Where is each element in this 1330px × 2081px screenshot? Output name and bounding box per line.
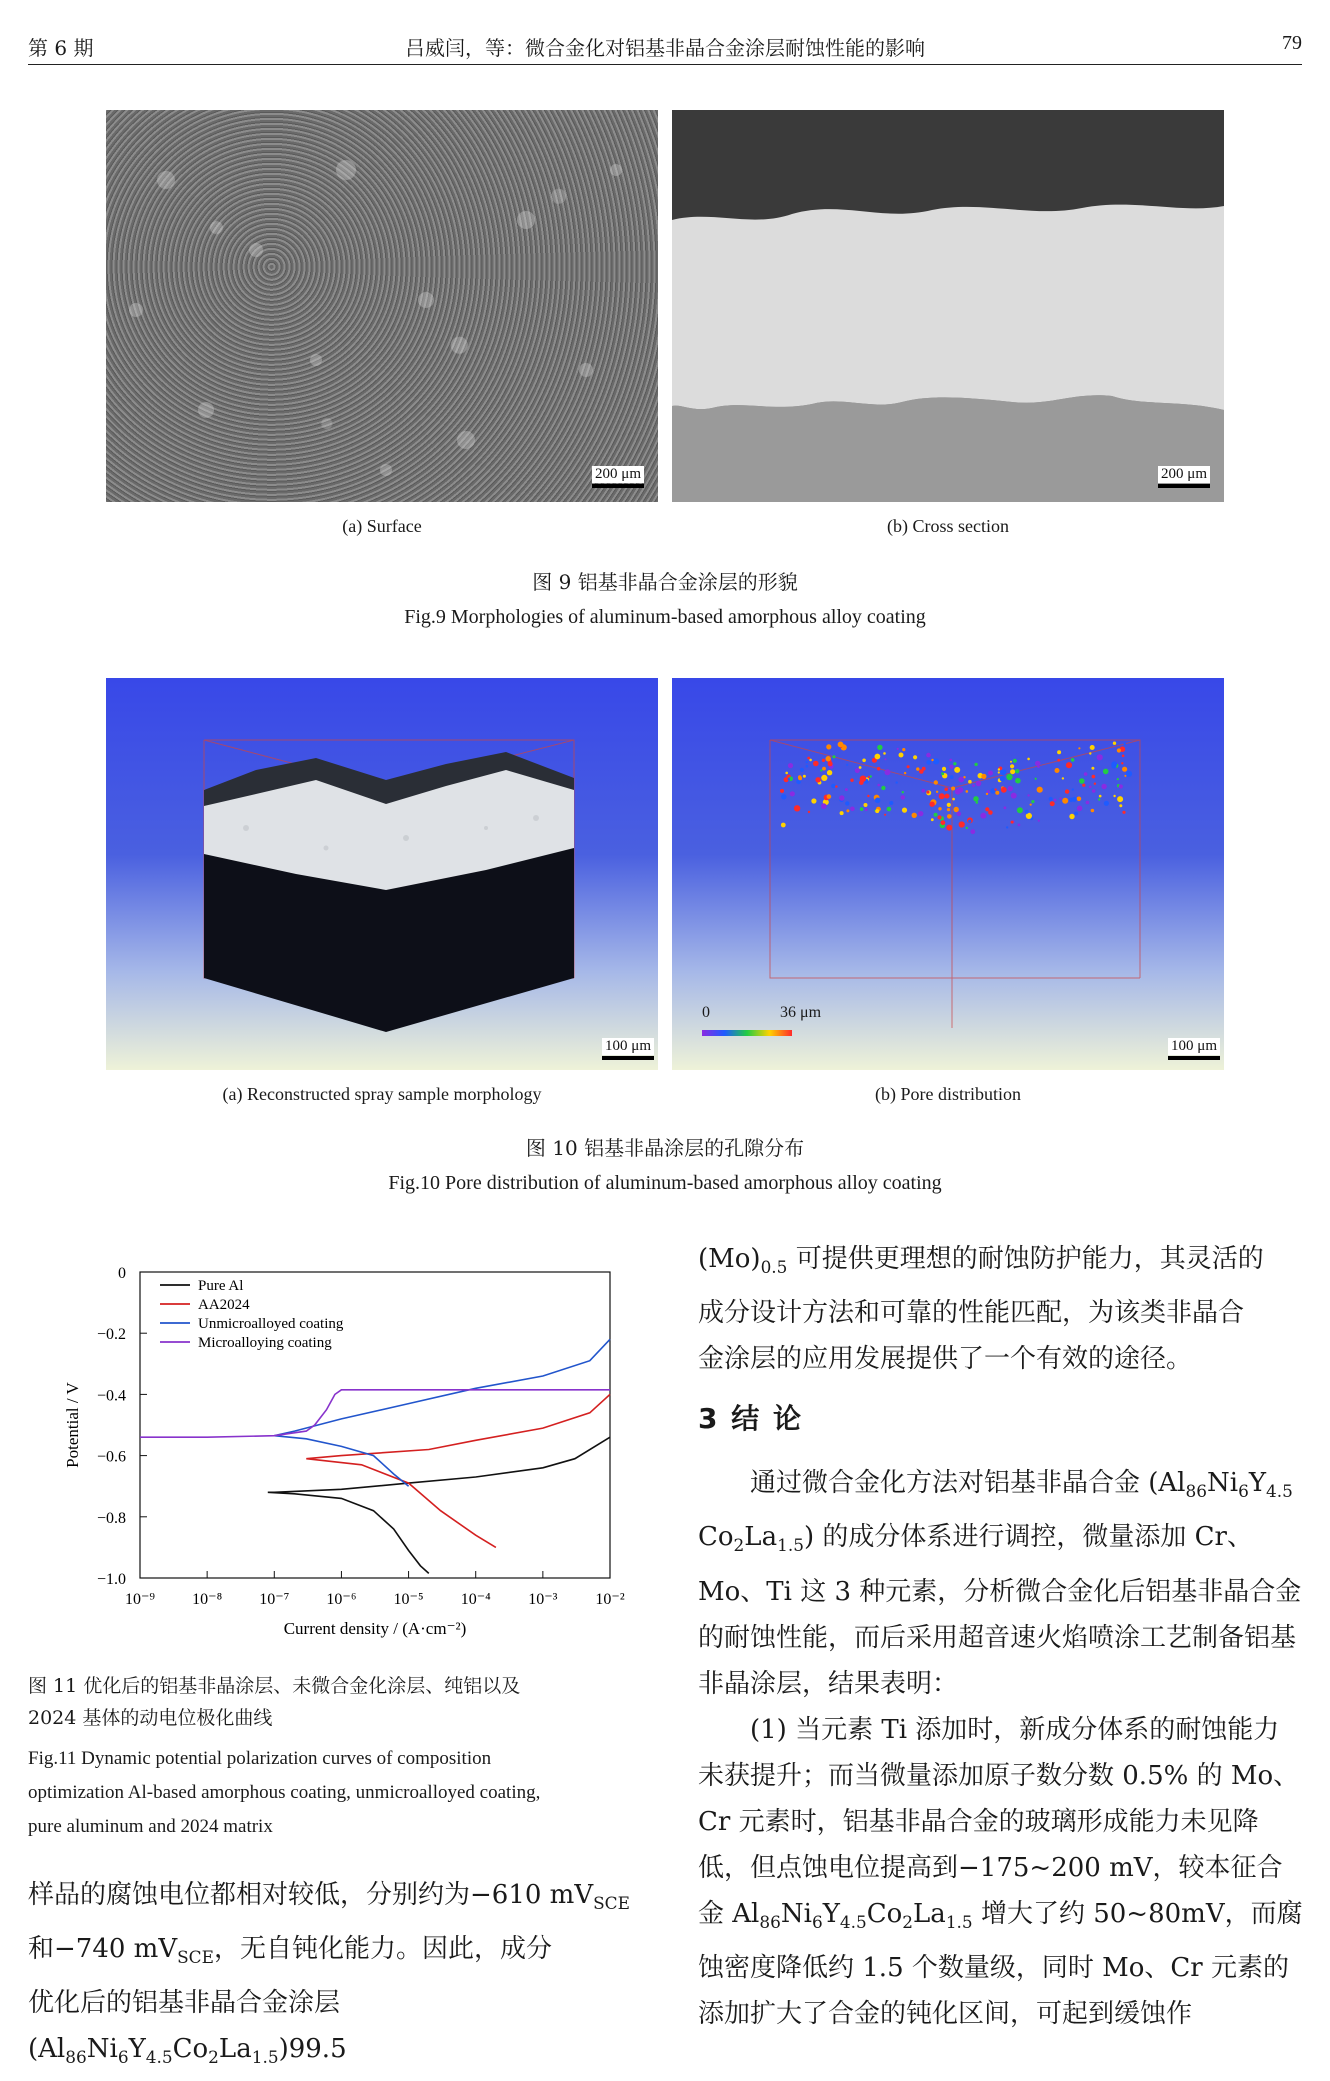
pore-dot bbox=[1035, 761, 1040, 766]
pore-dot bbox=[788, 778, 791, 781]
pore-dot bbox=[1059, 797, 1061, 799]
pore-dot bbox=[958, 777, 964, 783]
pore-dot bbox=[1098, 798, 1100, 800]
pore-dot bbox=[980, 813, 986, 819]
pore-dot bbox=[839, 795, 844, 800]
pore-dot bbox=[827, 794, 832, 799]
pore-dot bbox=[1104, 801, 1109, 806]
pore-dot bbox=[798, 775, 802, 779]
pore-dot bbox=[826, 756, 831, 761]
x-axis-label: Current density / (A·cm⁻²) bbox=[283, 1619, 467, 1638]
pore-dot bbox=[821, 775, 827, 781]
pore-dot bbox=[1054, 799, 1057, 802]
pore-dot bbox=[947, 803, 951, 807]
fig9a-scalebar-label: 200 μm bbox=[592, 466, 644, 483]
pore-dot bbox=[1113, 742, 1116, 745]
pore-dot bbox=[1010, 761, 1012, 763]
pore-dot bbox=[1055, 768, 1060, 773]
pore-dot bbox=[942, 767, 946, 771]
pore-dot bbox=[875, 809, 879, 813]
pore-dot bbox=[1017, 807, 1023, 813]
x-tick-label: 10⁻⁸ bbox=[192, 1591, 223, 1608]
pore-dot bbox=[885, 769, 891, 775]
running-header bbox=[28, 28, 1302, 65]
pore-dot bbox=[1001, 787, 1007, 793]
pore-dot bbox=[1008, 786, 1013, 791]
pore-dot bbox=[1103, 769, 1109, 775]
pore-dot bbox=[845, 788, 848, 791]
pore-dot bbox=[1062, 798, 1068, 804]
pore-dot bbox=[1013, 759, 1017, 763]
pore-legend-max: 36 μm bbox=[780, 1004, 822, 1021]
pore-dot bbox=[899, 753, 904, 758]
pore-dot bbox=[1092, 775, 1096, 779]
pore-dot bbox=[808, 811, 810, 813]
fig11-caption-en bbox=[28, 1742, 648, 1844]
pore-dot bbox=[850, 807, 855, 812]
pore-dot bbox=[931, 759, 933, 761]
pore-dot bbox=[831, 784, 835, 788]
pore-dot bbox=[907, 765, 910, 768]
pore-dot bbox=[860, 807, 864, 811]
body-right-para2: 通过微合金化方法对铝基非晶合金 ($Al_{86}Ni_6Y_{4.5}$ $Co_2La_{1.5}$) 的成分体系进行调控，微量添加 Cr、Mo、Ti 这 3 种元素，分析微合金化后铝基非晶合金的耐蚀性能，而后采用超音速火焰喷涂工艺制备铝基非晶涂层，结果表明： bbox=[698, 1468, 1302, 1699]
pore-dot bbox=[958, 787, 964, 793]
pore-dot bbox=[1050, 801, 1055, 806]
pore-dot bbox=[1072, 797, 1077, 802]
pore-dot bbox=[988, 810, 993, 815]
pore-dot bbox=[988, 771, 993, 776]
pore-dot bbox=[926, 760, 931, 765]
fig10-caption-cn: 图 10 铝基非晶涂层的孔隙分布 bbox=[525, 1136, 805, 1160]
page-number: 79 bbox=[1282, 32, 1302, 54]
pore-dot bbox=[790, 791, 795, 796]
pore-dot bbox=[883, 752, 886, 755]
pore-dot bbox=[877, 745, 882, 750]
pore-dot bbox=[948, 787, 950, 789]
pore-dot bbox=[1018, 824, 1021, 827]
pore-dot bbox=[902, 748, 905, 751]
fig10a-scalebar-label: 100 μm bbox=[602, 1038, 654, 1055]
pore-dot bbox=[828, 761, 833, 766]
pore-dot bbox=[1071, 758, 1075, 762]
pore-dot bbox=[1077, 806, 1083, 812]
pore-dot bbox=[867, 795, 869, 797]
series-line-3 bbox=[140, 1390, 610, 1437]
fig10a-caption: (a) Reconstructed spray sample morphology bbox=[222, 1084, 542, 1104]
fig10a-scalebar-line bbox=[602, 1056, 654, 1060]
pore-dot bbox=[1015, 769, 1019, 773]
pore-dot bbox=[941, 772, 944, 775]
pore-dot bbox=[926, 753, 931, 758]
pore-dot bbox=[1030, 804, 1032, 806]
pore-dot bbox=[835, 785, 837, 787]
pore-dot bbox=[800, 768, 804, 772]
pore-dot bbox=[1062, 777, 1064, 779]
pore-dot bbox=[1000, 776, 1005, 781]
pore-dot bbox=[1121, 762, 1123, 764]
pore-dot bbox=[822, 767, 826, 771]
pore-dot bbox=[912, 813, 917, 818]
pore-dot bbox=[1122, 767, 1127, 772]
pore-dot bbox=[1101, 784, 1106, 789]
pore-dot bbox=[875, 798, 881, 804]
pore-dot bbox=[846, 809, 849, 812]
pore-dot bbox=[865, 808, 868, 811]
body-left-line3: 优化后的铝基非晶合金涂层 $(Al_{86}Ni_6Y_{4.5}Co_2La_{1.5})99.5$ bbox=[28, 1988, 347, 2068]
fig9b-caption: (b) Cross section bbox=[887, 516, 1009, 536]
body-text-left bbox=[28, 1872, 648, 2081]
pore-dot bbox=[1027, 758, 1030, 761]
y-tick-label: −0.4 bbox=[96, 1387, 126, 1405]
pore-dot bbox=[904, 772, 906, 774]
pore-dot bbox=[1057, 759, 1060, 762]
x-tick-label: 10⁻⁷ bbox=[259, 1591, 290, 1608]
pore-dot bbox=[968, 820, 971, 823]
pore-dot bbox=[875, 754, 881, 760]
fig9b-scalebar-line bbox=[1158, 484, 1210, 488]
pore-dot bbox=[913, 755, 917, 759]
pore-dot bbox=[933, 758, 939, 764]
pore-dot bbox=[887, 807, 892, 812]
pore-dot bbox=[821, 803, 827, 809]
series-line-1 bbox=[306, 1394, 610, 1547]
pore-dot bbox=[938, 807, 941, 810]
pore-dot bbox=[870, 775, 872, 777]
pore-dot bbox=[1010, 764, 1014, 768]
pore-dot bbox=[781, 823, 786, 828]
pore-dot bbox=[950, 765, 954, 769]
pore-dot bbox=[981, 774, 986, 779]
pore-dot bbox=[972, 784, 975, 787]
fig9a-scalebar bbox=[592, 466, 644, 488]
pore-dot bbox=[1092, 789, 1096, 793]
pore-dot bbox=[953, 762, 956, 765]
pore-dot bbox=[929, 802, 934, 807]
pore-dot bbox=[794, 805, 800, 811]
pore-dot bbox=[820, 769, 822, 771]
pore-dot bbox=[985, 807, 989, 811]
pore-dot bbox=[947, 808, 950, 811]
pore-dot bbox=[959, 821, 965, 827]
pore-dot bbox=[809, 759, 812, 762]
x-tick-label: 10⁻⁴ bbox=[460, 1591, 491, 1608]
pore-dot bbox=[1038, 820, 1040, 822]
fig9a-scalebar-line bbox=[592, 484, 644, 488]
pore-dot bbox=[966, 827, 968, 829]
y-tick-label: −0.8 bbox=[96, 1509, 126, 1527]
pore-dot bbox=[877, 784, 880, 787]
pore-dot bbox=[884, 758, 886, 760]
pore-dot bbox=[931, 818, 934, 821]
body-right-para3: (1) 当元素 Ti 添加时，新成分体系的耐蚀能力未获提升；而当微量添加原子数分数 0.5% 的 Mo、Cr 元素时，铝基非晶合金的玻璃形成能力未见降低，但点蚀电位提高到−175~200 mV，较本征合金 $Al_{86}Ni_6Y_{4.5}Co_2La_{1.5}$ 增大了约 50~80mV，而腐蚀密度降低约 1.5 个数量级，同时 Mo、Cr 元素的添加扩大了合金的钝化区间，可起到缓蚀作 bbox=[698, 1714, 1303, 2029]
fig11-polarization-chart bbox=[30, 1240, 650, 1670]
fig10-pore-distribution-image bbox=[672, 678, 1224, 1070]
pore-dot bbox=[811, 798, 816, 803]
fig9-surface-image bbox=[106, 110, 658, 502]
pore-dot bbox=[1089, 786, 1092, 789]
pore-dot bbox=[1084, 772, 1088, 776]
pore-dot bbox=[1091, 767, 1094, 770]
pore-dot bbox=[1089, 752, 1091, 754]
pore-dot bbox=[840, 811, 844, 815]
pore-dot bbox=[926, 791, 929, 794]
pore-dot bbox=[1077, 797, 1082, 802]
pore-dot bbox=[1082, 784, 1085, 787]
pore-dot bbox=[788, 763, 793, 768]
pore-dot bbox=[901, 795, 905, 799]
pore-dot bbox=[919, 769, 924, 774]
pore-dot bbox=[957, 812, 962, 817]
pore-dot bbox=[947, 814, 952, 819]
pore-dot bbox=[1037, 787, 1043, 793]
pore-dot bbox=[806, 761, 808, 763]
body-left-line2: 和−740 $mV_{SCE}$，无自钝化能力。因此，成分 bbox=[28, 1934, 552, 1968]
pore-dot bbox=[1010, 769, 1015, 774]
pore-dot bbox=[813, 761, 819, 767]
pore-dot bbox=[952, 798, 955, 801]
pore-dot bbox=[1090, 745, 1095, 750]
pore-dot bbox=[859, 766, 862, 769]
pore-dot bbox=[1049, 797, 1053, 801]
pore-dot bbox=[1004, 806, 1007, 809]
pore-dot bbox=[970, 829, 975, 834]
fig9-caption-en: Fig.9 Morphologies of aluminum-based amorphous alloy coating bbox=[404, 606, 926, 628]
pore-dot bbox=[1035, 778, 1037, 780]
pore-dot bbox=[1066, 762, 1072, 768]
section-heading-conclusion: 3 结 论 bbox=[698, 1402, 803, 1436]
pore-dot bbox=[902, 808, 907, 813]
pore-dot bbox=[968, 780, 972, 784]
x-tick-label: 10⁻⁹ bbox=[124, 1591, 156, 1608]
legend-label-2: Unmicroalloyed coating bbox=[198, 1316, 344, 1332]
pore-dot bbox=[1122, 811, 1125, 814]
pore-dot bbox=[1111, 764, 1116, 769]
pore-dot bbox=[974, 763, 977, 766]
pore-dot bbox=[922, 789, 926, 793]
pore-dot bbox=[1011, 821, 1014, 824]
running-title: 吕威闫，等：微合金化对铝基非晶合金涂层耐蚀性能的影响 bbox=[405, 36, 925, 60]
pore-dot bbox=[884, 814, 886, 816]
x-tick-label: 10⁻⁵ bbox=[393, 1591, 424, 1608]
pore-dot bbox=[822, 759, 825, 762]
pore-dot bbox=[1113, 795, 1115, 797]
pore-dot bbox=[1078, 747, 1080, 749]
pore-dot bbox=[916, 767, 919, 770]
pore-dot bbox=[954, 767, 960, 773]
pore-dot bbox=[862, 759, 866, 763]
pore-dot bbox=[934, 780, 938, 784]
pore-dot bbox=[897, 748, 899, 750]
pore-dot bbox=[1079, 778, 1085, 784]
pore-dot bbox=[1015, 778, 1021, 784]
pore-dot bbox=[815, 777, 820, 782]
pore-dot bbox=[949, 759, 952, 762]
body-text-right bbox=[698, 1236, 1304, 2037]
pore-legend-min: 0 bbox=[702, 1004, 710, 1021]
pore-dot bbox=[889, 801, 893, 805]
pore-dot bbox=[1072, 788, 1074, 790]
fig10b-caption: (b) Pore distribution bbox=[875, 1084, 1021, 1104]
pore-dot bbox=[1000, 769, 1006, 775]
fig11-svg bbox=[30, 1240, 650, 1670]
pore-dot bbox=[1011, 793, 1017, 799]
issue-number: 第 6 期 bbox=[28, 36, 94, 60]
pore-dot bbox=[966, 790, 969, 793]
pore-dot bbox=[944, 788, 948, 792]
pore-dot bbox=[806, 765, 809, 768]
pore-dot bbox=[826, 744, 831, 749]
pore-dot bbox=[995, 791, 999, 795]
pore-dot bbox=[998, 771, 1000, 773]
pore-dot bbox=[986, 793, 988, 795]
y-tick-label: −1.0 bbox=[96, 1571, 126, 1588]
fig11-caption-cn-line2: 2024 基体的动电位极化曲线 bbox=[28, 1707, 273, 1729]
pore-dot bbox=[902, 791, 904, 793]
pore-dot bbox=[1091, 809, 1095, 813]
pore-dot bbox=[896, 781, 898, 783]
legend-label-0: Pure Al bbox=[198, 1278, 244, 1294]
fig10b-scalebar-line bbox=[1168, 1056, 1220, 1060]
pore-dot bbox=[918, 811, 923, 816]
pore-dot bbox=[1057, 750, 1061, 754]
pore-dot bbox=[934, 813, 938, 817]
pore-dot bbox=[1119, 784, 1123, 788]
pore-dot bbox=[950, 775, 954, 779]
y-axis-label: Potential / V bbox=[63, 1382, 82, 1468]
pore-dot bbox=[1025, 810, 1029, 814]
pore-dot bbox=[1074, 812, 1078, 816]
pore-dot bbox=[780, 789, 784, 793]
fig9b-scalebar bbox=[1158, 466, 1210, 488]
legend-label-3: Microalloying coating bbox=[198, 1335, 332, 1351]
pore-dot bbox=[946, 825, 952, 831]
fig10-caption-en: Fig.10 Pore distribution of aluminum-based amorphous alloy coating bbox=[388, 1172, 942, 1194]
fig11-caption-cn-line1: 图 11 优化后的铝基非晶涂层、未微合金化涂层、纯铝以及 bbox=[28, 1675, 521, 1697]
pore-dot bbox=[1117, 748, 1121, 752]
pore-dot bbox=[845, 801, 849, 805]
pore-dot bbox=[1119, 804, 1122, 807]
pore-dot bbox=[803, 775, 806, 778]
pore-dot bbox=[941, 820, 946, 825]
fig11-caption-cn bbox=[28, 1670, 648, 1734]
pore-dot bbox=[1006, 826, 1008, 828]
pore-dot bbox=[868, 776, 870, 778]
pore-dot bbox=[1126, 771, 1132, 777]
pore-dot bbox=[860, 776, 866, 782]
x-tick-label: 10⁻³ bbox=[528, 1591, 558, 1608]
y-tick-label: 0 bbox=[118, 1265, 126, 1282]
body-right-para1: $(Mo)_{0.5}$ 可提供更理想的耐蚀防护能力，其灵活的 成分设计方法和可靠的性能匹配，为该类非晶合 金涂层的应用发展提供了一个有效的途径。 bbox=[698, 1244, 1264, 1375]
pore-dot bbox=[994, 788, 996, 790]
fig11-caption-en-line2: optimization Al-based amorphous coating, unmicroalloyed coating, bbox=[28, 1782, 541, 1803]
pore-dot bbox=[1006, 774, 1012, 780]
pore-dot bbox=[832, 755, 835, 758]
pore-dot bbox=[781, 794, 786, 799]
legend-label-1: AA2024 bbox=[198, 1297, 250, 1313]
fig9-caption-cn: 图 9 铝基非晶合金涂层的形貌 bbox=[532, 570, 798, 594]
pore-dot bbox=[877, 767, 880, 770]
pore-dot bbox=[936, 791, 938, 793]
pore-dot bbox=[938, 815, 942, 819]
pore-dot bbox=[864, 803, 868, 807]
pore-dot bbox=[951, 787, 955, 791]
pore-dot bbox=[785, 772, 788, 775]
pore-dot bbox=[1065, 789, 1069, 793]
pore-dot bbox=[1099, 795, 1102, 798]
pore-dot bbox=[827, 770, 832, 775]
body-left-line1: 样品的腐蚀电位都相对较低，分别约为−610 $mV_{SCE}$ bbox=[28, 1880, 630, 1914]
fig9-cross-section-image bbox=[672, 110, 1224, 502]
y-tick-label: −0.6 bbox=[96, 1448, 126, 1466]
pore-dot bbox=[850, 779, 853, 782]
pore-dot bbox=[1122, 755, 1125, 758]
fig9a-caption: (a) Surface bbox=[342, 516, 422, 536]
pore-dot bbox=[973, 796, 978, 801]
pore-dot bbox=[1094, 783, 1096, 785]
fig10-reconstruction-image bbox=[106, 678, 658, 1070]
pore-dot bbox=[1117, 796, 1123, 802]
pore-dot bbox=[1086, 801, 1090, 805]
pore-dot bbox=[998, 768, 1000, 770]
pore-dot bbox=[807, 757, 810, 760]
fig10b-scalebar-label: 100 μm bbox=[1168, 1038, 1220, 1055]
pore-dot bbox=[976, 781, 982, 787]
fig11-caption-en-line1: Fig.11 Dynamic potential polarization curves of composition bbox=[28, 1748, 492, 1769]
pore-dot bbox=[1027, 794, 1029, 796]
y-tick-label: −0.2 bbox=[96, 1326, 126, 1344]
pore-dot bbox=[855, 768, 860, 773]
fig11-caption-en-line3: pure aluminum and 2024 matrix bbox=[28, 1816, 273, 1837]
pore-dot bbox=[954, 807, 959, 812]
pore-dot bbox=[1097, 754, 1103, 760]
x-tick-label: 10⁻⁶ bbox=[326, 1591, 357, 1608]
fig9b-scalebar-label: 200 μm bbox=[1158, 466, 1210, 483]
pore-dot bbox=[846, 764, 848, 766]
pore-dot bbox=[1031, 800, 1034, 803]
pore-dot bbox=[1124, 743, 1126, 745]
pore-dot bbox=[939, 793, 945, 799]
pore-dot bbox=[1117, 778, 1119, 780]
pore-dot bbox=[936, 794, 938, 796]
pore-dot bbox=[1124, 775, 1126, 777]
x-tick-label: 10⁻² bbox=[595, 1591, 625, 1608]
pore-dot bbox=[1069, 814, 1074, 819]
fig10a-scalebar bbox=[602, 1038, 654, 1060]
pore-dot bbox=[881, 786, 885, 790]
pore-dot bbox=[838, 742, 844, 748]
pore-dot bbox=[945, 794, 950, 799]
fig10b-scalebar bbox=[1168, 1038, 1220, 1060]
